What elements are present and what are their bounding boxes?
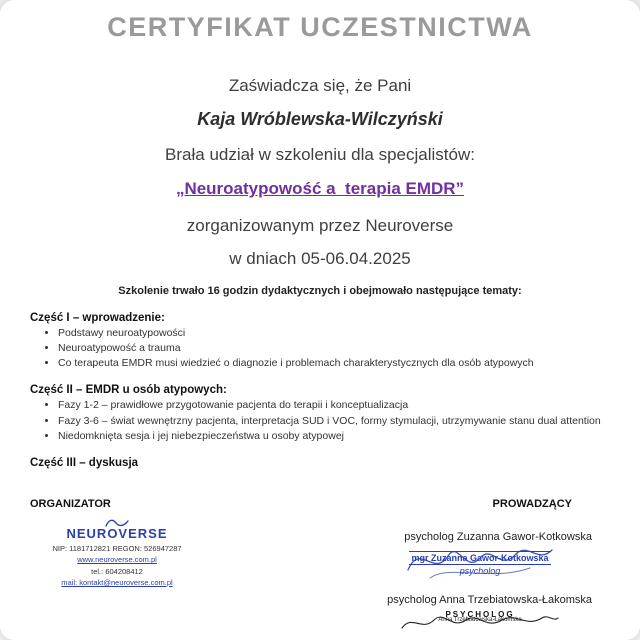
organizer-phone: tel.: 604208412 [91, 566, 143, 576]
certificate-title: CERTYFIKAT UCZESTNICTWA [107, 12, 533, 42]
topic-item: • Fazy 1-2 – prawidłowe przygotowanie pacjenta do terapii i konceptualizacja [58, 399, 614, 412]
topic-item: • Podstawy neuroatypowości [58, 327, 614, 340]
presenter1-name: psycholog Zuzanna Gawor-Kotkowska [404, 531, 592, 543]
training-line: Brała udział w szkoleniu dla specjalistów: [165, 145, 475, 164]
topic-item: • Fazy 3-6 – świat wewnętrzny pacjenta, interpretacja SUD i VOC, formy stymulacji, utrzymywanie stanu dual attention [58, 415, 614, 428]
section-part-3 [30, 457, 614, 469]
section-part-2 [30, 384, 614, 442]
section-heading: Część II – EMDR u osób atypowych: [30, 384, 227, 397]
neuroverse-logo [66, 518, 167, 541]
intro-line: Zaświadcza się, że Pani [228, 76, 412, 95]
section-items [44, 399, 614, 442]
presenter2-stamp [390, 610, 570, 638]
topic-item: • Niedomknięta sesja i jej niebezpieczeństwa u osoby atypowej [58, 430, 614, 443]
stamp2-title: PSYCHOLOG [445, 610, 515, 619]
stamp1-name: mgr Zuzanna Gawor-Kotkowska [411, 553, 549, 563]
topic-item: • Neuroatypowość a trauma [58, 342, 614, 355]
summary-line: Szkolenie trwało 16 godzin dydaktycznych i obejmowało następujące tematy: [118, 285, 522, 297]
topic-item: • Co terapeuta EMDR musi wiedzieć o diagnozie i problemach charakterystycznych dla osób atypowych [58, 357, 614, 370]
presenter-label: PROWADZĄCY [492, 498, 572, 510]
section-part-1 [30, 312, 614, 370]
course-topics [30, 312, 614, 483]
presenter2-name: psycholog Anna Trzebiatowska-Łakomska [387, 594, 592, 606]
section-heading: Część III – dyskusja [30, 456, 139, 469]
course-title: „Neuroatypowość a terapia EMDR” [175, 179, 465, 198]
organized-by-line: zorganizowanym przez Neuroverse [186, 216, 454, 235]
organizer-website: www.neuroverse.com.pl [77, 555, 157, 565]
organizer-nip: NIP: 1181712821 REGON: 526947287 [52, 544, 182, 553]
participant-name: Kaja Wróblewska-Wilczyński [197, 109, 443, 129]
stamp1-title: psycholog [459, 566, 501, 576]
dates-line: w dniach 05-06.04.2025 [229, 249, 411, 268]
section-heading: Część I – wprowadzenie: [30, 312, 165, 324]
presenter1-stamp [390, 548, 570, 588]
stamp2-name: Anna Trzebiatowska-Łakomska [438, 617, 522, 623]
neuroverse-logo-text: NEUROVERSE [66, 526, 168, 541]
section-items [44, 327, 614, 370]
organizer-label: ORGANIZATOR [30, 498, 111, 510]
organizer-block [32, 518, 202, 588]
organizer-email: mail: kontakt@neuroverse.com.pl [61, 577, 173, 587]
